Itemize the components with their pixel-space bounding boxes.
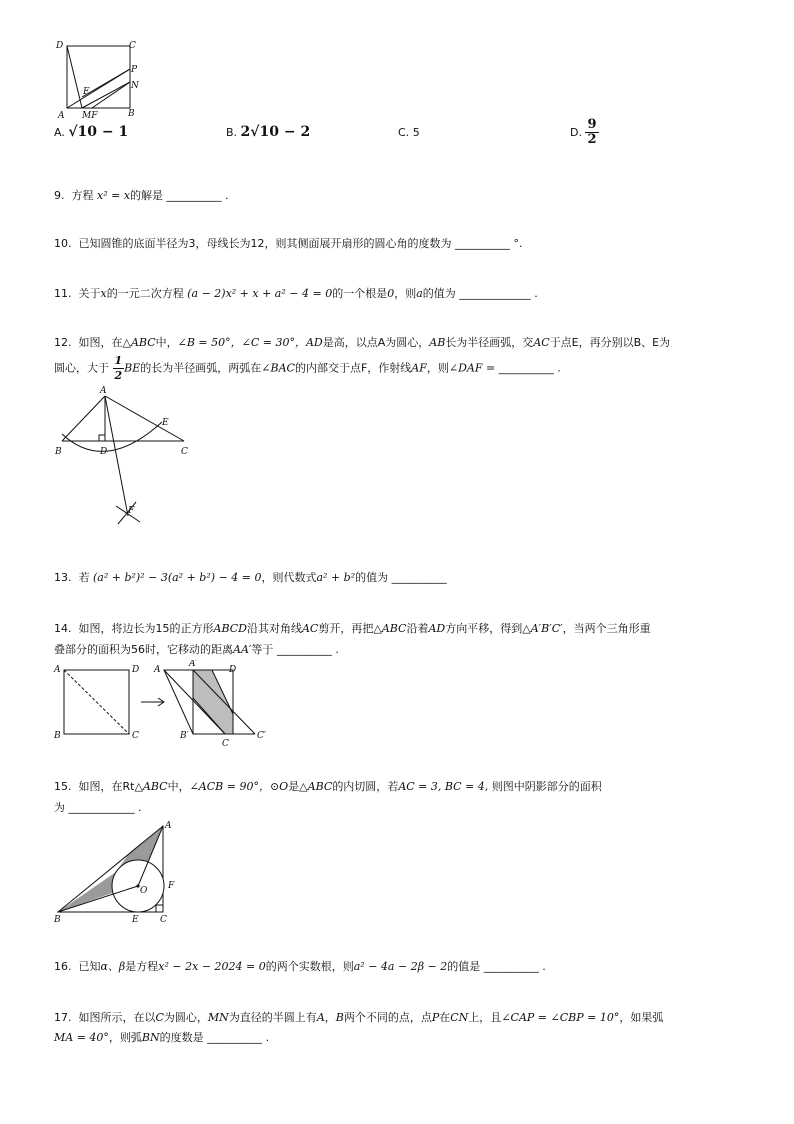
- q17-end: .: [265, 1031, 270, 1044]
- q12-text-2b: 的长为半径画弧，两弧在: [140, 361, 262, 375]
- q15-text-1b: 中，: [167, 780, 190, 793]
- q8-option-b-value: 2√10 − 2: [240, 124, 311, 140]
- q15-end: .: [138, 801, 142, 814]
- q8-label-mf: MF: [82, 111, 98, 121]
- question-13: [54, 571, 447, 585]
- q8-option-a[interactable]: [54, 124, 128, 140]
- q15-text-1c: 是△: [288, 780, 308, 793]
- q12-abc: ABC: [130, 336, 156, 349]
- q11-text-mid: 的一元二次方程: [106, 287, 184, 300]
- q12-fraction-denominator: 2: [114, 369, 123, 382]
- q15-label-a: A: [165, 821, 172, 831]
- q12-end: .: [557, 361, 561, 375]
- q8-option-d-key: D.: [570, 126, 582, 139]
- q17-text-1d: ，: [324, 1011, 336, 1024]
- q14-label-a-prime: A′: [189, 660, 198, 669]
- q16-text-pre: 已知: [78, 960, 101, 973]
- q12-text-1b: 中，: [155, 336, 178, 349]
- q11-text-post2: ，则: [394, 287, 417, 300]
- q8-label-a: A: [58, 111, 65, 121]
- q15-text-1d: 的内切圆，若: [332, 780, 399, 793]
- q16-expression: a² − 4a − 2β − 2: [353, 960, 448, 973]
- q16-number: 16.: [54, 960, 72, 973]
- q17-c: C: [155, 1011, 164, 1024]
- q15-label-e: E: [132, 915, 139, 925]
- q11-zero: 0: [387, 287, 395, 300]
- q8-label-e: E: [83, 87, 90, 97]
- q14-text-2a: 叠部分的面积为56时，它移动的距离: [54, 643, 233, 656]
- q12-text-2c: 的内部交于点F，作射线: [294, 361, 412, 375]
- q11-equation: (a − 2)x² + x + a² − 4 = 0: [187, 287, 333, 300]
- q12-text-1a: 如图，在△: [78, 336, 131, 349]
- q14-text-2b: 等于: [251, 643, 274, 656]
- q8-option-a-key: A.: [54, 126, 65, 139]
- q11-text-post: 的一个根是: [332, 287, 388, 300]
- q15-text-2a: 为: [54, 801, 65, 814]
- q17-a: A: [316, 1011, 325, 1024]
- q16-text-post2: 的值是: [447, 960, 481, 973]
- q11-text-pre: 关于: [78, 287, 101, 300]
- q14-label-b: B: [54, 731, 61, 741]
- q17-text-1b: 为圆心，: [163, 1011, 208, 1024]
- q14-label-c2: C: [222, 739, 229, 748]
- q16-equation: x² − 2x − 2024 = 0: [158, 960, 266, 973]
- q13-expression: a² + b²: [316, 571, 356, 584]
- q12-label-f: F: [128, 506, 135, 516]
- q17-text-2b: 的度数是: [159, 1031, 204, 1044]
- q8-option-c-value: 5: [412, 126, 420, 139]
- q12-figure: [50, 384, 200, 540]
- q16-text-post: 的两个实数根，则: [265, 960, 354, 973]
- q14-label-c: C: [132, 731, 139, 741]
- q15-abc2: ABC: [307, 780, 333, 793]
- q13-text-mid: ，则代数式: [261, 571, 317, 584]
- q14-text-1f: ，当两个三角形重: [562, 622, 651, 635]
- q8-label-p: P: [131, 65, 138, 75]
- q17-number: 17.: [54, 1011, 72, 1024]
- q14-label-b-prime: B′: [180, 731, 189, 741]
- q15-label-b: B: [54, 915, 61, 925]
- q12-angles: ∠B = 50°，∠C = 30°，: [177, 336, 306, 349]
- q8-option-c[interactable]: [398, 126, 420, 139]
- q16-text-mid: 是方程: [125, 960, 159, 973]
- q15-number: 15.: [54, 780, 72, 793]
- q11-text-post3: 的值为: [422, 287, 456, 300]
- q12-af: AF: [411, 361, 427, 375]
- q17-text-1c: 为直径的半圆上有: [228, 1011, 317, 1024]
- q12-label-d: D: [100, 447, 108, 457]
- q14-label-d: D: [132, 665, 140, 675]
- q15-abc: ABC: [142, 780, 168, 793]
- q12-ab: AB: [429, 336, 446, 349]
- q12-fraction-numerator: 1: [114, 354, 123, 367]
- q17-p: P: [431, 1011, 440, 1024]
- question-17-line-1: [54, 1011, 663, 1025]
- q8-option-d-fraction: [585, 118, 598, 147]
- q12-text-1c: 是高，以点A为圆心，: [322, 336, 430, 349]
- q11-a: a: [416, 287, 423, 300]
- q15-label-f: F: [168, 881, 175, 891]
- q12-label-b: B: [55, 447, 62, 457]
- question-15-line-1: [54, 780, 602, 794]
- q14-text-1c: 剪开，再把△: [318, 622, 382, 635]
- question-14-line-1: [54, 622, 651, 636]
- q9-end: .: [225, 189, 229, 202]
- q8-option-a-value: √10 − 1: [68, 124, 129, 140]
- q15-text-1a: 如图，在Rt△: [78, 780, 143, 793]
- q12-label-a: A: [100, 386, 107, 396]
- q9-equation: x² = x: [97, 189, 131, 202]
- q11-number: 11.: [54, 287, 72, 300]
- q9-text-pre: 方程: [71, 189, 94, 202]
- q10-answer-blank[interactable]: __________: [455, 237, 510, 250]
- q14-number: 14.: [54, 622, 72, 635]
- q8-label-c: C: [129, 41, 136, 51]
- q13-equation: (a² + b²)² − 3(a² + b²) − 4 = 0: [93, 571, 262, 584]
- q12-text-2d: ，则: [426, 361, 449, 375]
- q14-text-1e: 方向平移，得到△: [445, 622, 531, 635]
- q12-bac: ∠BAC: [261, 361, 295, 375]
- q10-text: 已知圆锥的底面半径为3，母线长为12，则其侧面展开扇形的圆心角的度数为: [78, 237, 452, 250]
- q13-text-pre: 若: [78, 571, 90, 584]
- q16-answer-blank[interactable]: __________: [483, 960, 539, 973]
- q10-end: °.: [513, 237, 523, 250]
- q14-label-c-prime: C′: [257, 731, 266, 741]
- q17-mn: MN: [207, 1011, 229, 1024]
- q14-label-a2: A: [154, 665, 161, 675]
- q12-text-2a: 圆心，大于: [54, 361, 109, 375]
- q17-text-1h: ，如果弧: [619, 1011, 664, 1024]
- q12-label-c: C: [181, 447, 188, 457]
- q8-option-d[interactable]: [570, 118, 599, 147]
- q17-text-1e: 两个不同的点，点: [343, 1011, 432, 1024]
- q14-aa-prime: AA′: [233, 643, 252, 656]
- q15-label-o: O: [140, 886, 148, 896]
- q12-label-e: E: [162, 418, 169, 428]
- q12-answer-blank[interactable]: __________: [498, 361, 554, 375]
- q15-label-c: C: [160, 915, 167, 925]
- q17-condition: ∠CAP = ∠CBP = 10°: [501, 1011, 620, 1024]
- q8-option-d-denominator: 2: [587, 132, 597, 147]
- question-12-line-2: [54, 354, 561, 383]
- q10-number: 10.: [54, 237, 72, 250]
- q12-daf: ∠DAF =: [448, 361, 496, 375]
- q14-figure: [50, 660, 280, 748]
- q14-label-d2: D: [229, 665, 237, 675]
- q14-label-a: A: [54, 665, 61, 675]
- q8-option-b-key: B.: [226, 126, 238, 139]
- q9-answer-blank[interactable]: __________: [166, 189, 222, 202]
- q17-text-1f: 在: [439, 1011, 451, 1024]
- q12-ac: AC: [533, 336, 550, 349]
- q11-var: x: [100, 287, 107, 300]
- q8-label-b: B: [128, 109, 135, 119]
- q13-text-post: 的值为: [355, 571, 389, 584]
- q17-answer-blank[interactable]: __________: [207, 1031, 263, 1044]
- q11-end: .: [534, 287, 538, 300]
- q8-option-b[interactable]: [226, 124, 310, 140]
- q8-label-d: D: [56, 41, 64, 51]
- q17-b: B: [335, 1011, 344, 1024]
- q17-text-2a: ，则弧: [108, 1031, 142, 1044]
- question-17-line-2: [54, 1031, 269, 1045]
- q8-option-d-numerator: 9: [587, 117, 597, 132]
- q12-ad: AD: [305, 336, 323, 349]
- q9-text-post: 的解是: [130, 189, 164, 202]
- question-11: [54, 287, 538, 301]
- q14-end: .: [335, 643, 339, 656]
- q17-text-1g: 上，且: [468, 1011, 502, 1024]
- q8-figure: [52, 38, 152, 122]
- q12-fraction: [113, 354, 125, 383]
- q14-text-1d: 沿着: [406, 622, 429, 635]
- q8-label-n: N: [131, 81, 139, 91]
- question-9: [54, 189, 229, 203]
- q14-abc-prime: A′B′C′: [530, 622, 563, 635]
- q14-text-1a: 如图，将边长为15的正方形: [78, 622, 214, 635]
- q14-ac: AC: [301, 622, 319, 635]
- q15-figure: [50, 814, 190, 926]
- q8-option-c-key: C.: [398, 126, 410, 139]
- q14-text-1b: 沿其对角线: [246, 622, 302, 635]
- q17-text-1a: 如图所示，在以: [78, 1011, 156, 1024]
- question-10: [54, 237, 523, 251]
- q17-cn: CN: [450, 1011, 469, 1024]
- q15-text-1e: 则图中阴影部分的面积: [491, 780, 602, 793]
- q14-abcd: ABCD: [213, 622, 247, 635]
- question-16: [54, 960, 546, 974]
- q17-bn: BN: [141, 1031, 160, 1044]
- q16-end: .: [542, 960, 546, 973]
- question-12-line-1: [54, 336, 670, 350]
- q17-ma: MA = 40°: [54, 1031, 109, 1044]
- q13-number: 13.: [54, 571, 72, 584]
- q15-values: AC = 3, BC = 4,: [398, 780, 489, 793]
- q14-answer-blank[interactable]: __________: [276, 643, 332, 656]
- q13-answer-blank[interactable]: __________: [391, 571, 447, 584]
- q11-answer-blank[interactable]: _____________: [459, 287, 531, 300]
- q12-text-1d: 长为半径画弧，交: [445, 336, 534, 349]
- q9-number: 9.: [54, 189, 65, 202]
- q12-number: 12.: [54, 336, 72, 349]
- question-14-line-2: [54, 643, 339, 657]
- q12-be: BE: [124, 361, 141, 375]
- question-15-line-2: [54, 801, 142, 815]
- q16-alpha-beta: α、β: [100, 960, 126, 973]
- q14-abc: ABC: [381, 622, 407, 635]
- q15-answer-blank[interactable]: ____________: [68, 801, 135, 814]
- q15-acb: ∠ACB = 90°，⊙O: [189, 780, 289, 793]
- q14-ad: AD: [428, 622, 446, 635]
- q12-text-1e: 于点E，再分别以B、E为: [549, 336, 671, 349]
